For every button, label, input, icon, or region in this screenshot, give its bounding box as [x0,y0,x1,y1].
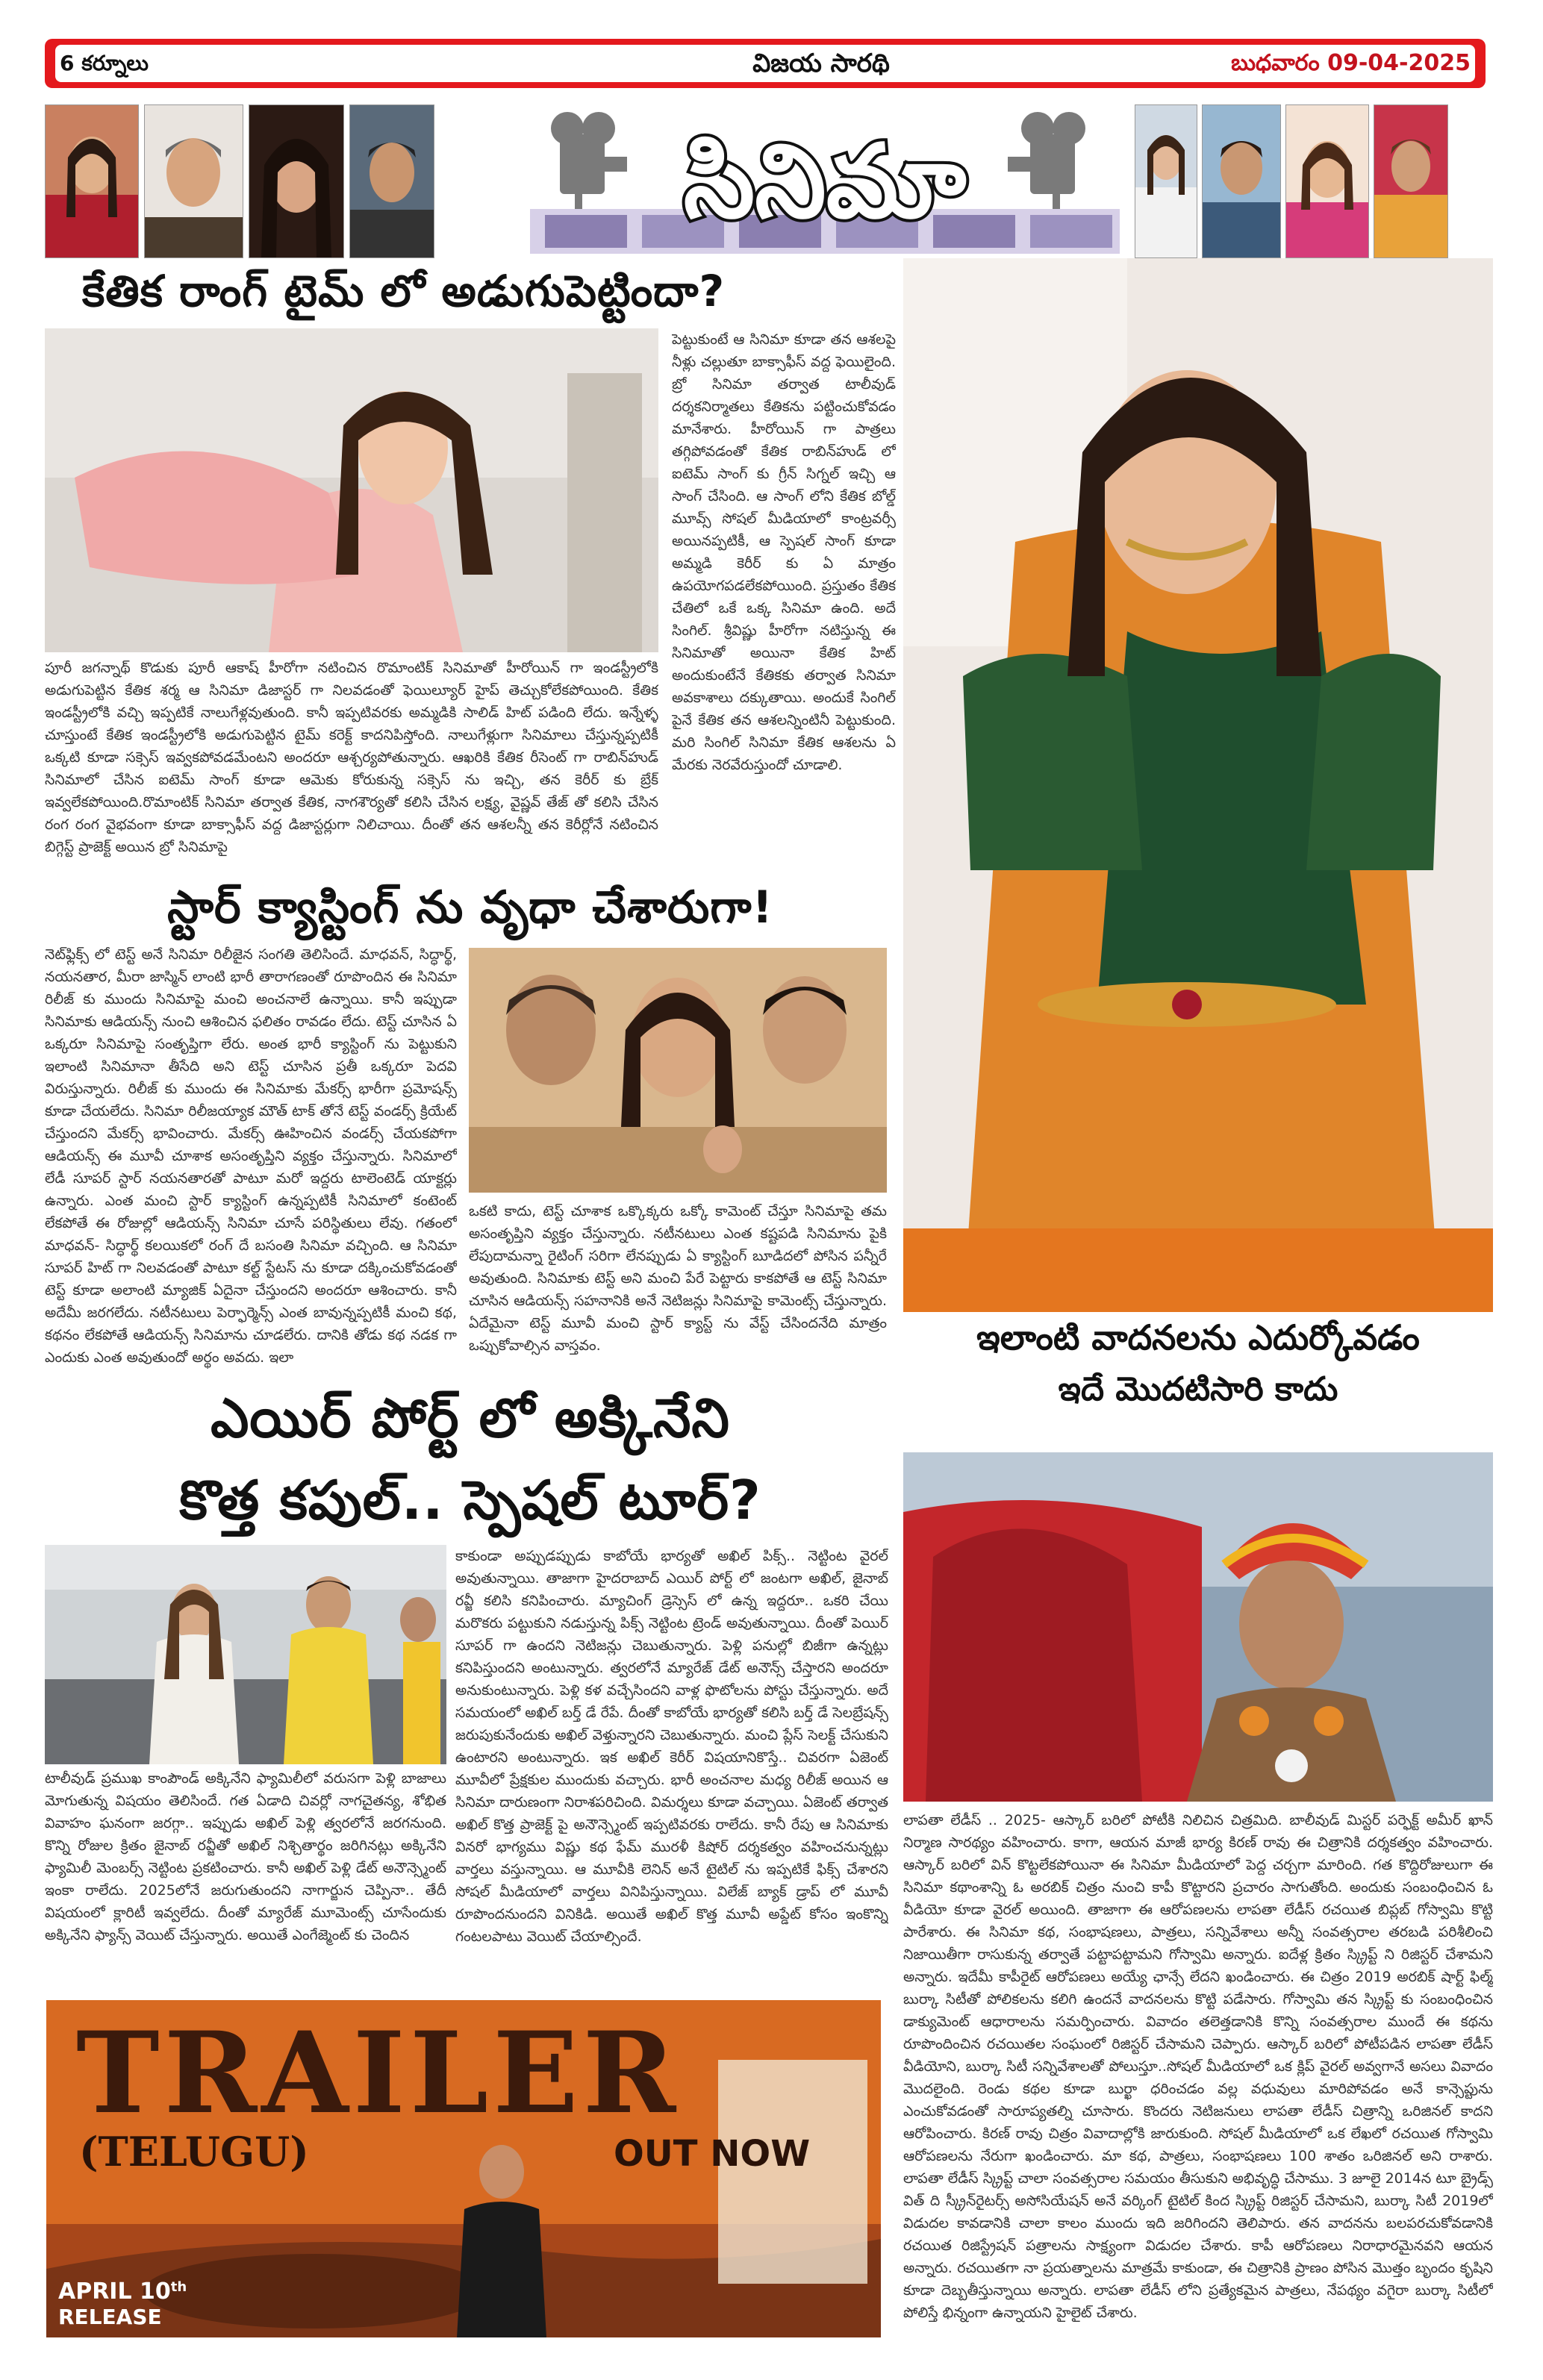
story1-body-right: పెట్టుకుంటే ఆ సినిమా కూడా తన ఆశలపై నీళ్లు చల్లుతూ బాక్సాఫీస్ వద్ద ఫెయిలైంది. బ్రో సినిమా తర్వాత టాలీవుడ్ దర్శకనిర్మాతలు కేతికను పట్టించుకోవడం మానేశారు. హీరోయిన్ గా పాత్రలు తగ్గిపోవడంతో కేతిక రాబిన్‌హుడ్ లో ఐటెమ్ సాంగ్ కు గ్రీన్ సిగ్నల్ ఇచ్చి ఆ సాంగ్ చేసింది. ఆ సాంగ్ లోని కేతిక బోల్డ్ మూవ్స్ సోషల్ మీడియాలో కాంట్రవర్సీ అయినప్పటికీ, ఆ స్పెషల్ సాంగ్ కూడా అమ్మడి కెరీర్ కు ఏ మాత్రం ఉపయోగపడలేకపోయింది. ప్రస్తుతం కేతిక చేతిలో ఒకే ఒక్క సినిమా ఉంది. అదే సింగిల్. శ్రీవిష్ణు హీరోగా నటిస్తున్న ఈ సినిమాతో అయినా కేతిక హిట్ అందుకుంటేనే కేతికకు తర్వాత సినిమా అవకాశాలు దక్కుతాయి. అందుకే సింగిల్ పైనే కేతిక తన ఆశలన్నింటినీ పెట్టుకుంది. మరి సింగిల్ సినిమా కేతిక ఆశలను ఏ మేరకు నెరవేరుస్తుందో చూడాలి. [672,331,896,773]
trailer-subtitle: (TELUGU) [79,2128,309,2176]
story4-photo [903,1452,1493,1802]
actress-photo-2 [249,104,344,258]
story3-headline-line2: కొత్త కపుల్.. స్పెషల్ టూర్? [179,1469,761,1531]
actor-photo-3 [1202,104,1281,258]
trailer-title: TRAILER [76,2008,681,2139]
publication-name: విజయ సారథి [752,49,890,78]
story2-body-right: ఒకటి కాదు, టెస్ట్ చూశాక ఒక్కొక్కరు ఒక్కో కామెంట్ చేస్తూ సినిమాపై తమ అసంతృప్తిని వ్యక్తం చేస్తున్నారు. నటీనటులు ఎంత కష్టపడి సినిమాను పైకి లేపుదామన్నా రైటింగ్ సరిగా లేనప్పుడు ఏ క్యాస్టింగ్ బూడిదలో పోసిన పన్నీరే అవుతుంది. సినిమాకు టెస్ట్ అని మంచి పేరే పెట్టారు కాకపోతే ఆ టెస్ట్ సినిమా చూసిన ఆడియన్స్ సహనానికి అనే నెటిజన్లు సినిమాపై కామెంట్స్ చేస్తున్నారు. ఏదేమైనా టెస్ట్ మూవీ మంచి స్టార్ క్యాస్ట్ ను వేస్ట్ చేసిందనేది మాత్రం ఒప్పుకోవాల్సిన వాస్తవం. [469,1203,887,1354]
release-date: APRIL 10 [58,2279,171,2305]
masthead-title: సినిమా [683,123,967,241]
actor-photo-2 [349,104,434,258]
story1-body-left: పూరీ జగన్నాథ్ కొడుకు పూరీ ఆకాష్ హీరోగా నటించిన రొమాంటిక్ సినిమాతో హీరోయిన్ గా ఇండస్ట్రీలోకి అడుగుపెట్టిన కేతిక శర్మ ఆ సినిమా డిజాస్టర్ గా నిలవడంతో ఫెయిల్యూర్ హైప్ తెచ్చుకోలేకపోయింది. కేతిక ఇండస్ట్రీలోకి వచ్చి ఇప్పటికే నాలుగేళ్లవుతుంది. కానీ ఇప్పటివరకు అమ్మడికి సాలిడ్ హిట్ పడింది లేదు. ఇన్నేళ్ళ చూస్తుంటే కేతిక ఇండస్ట్రీలోకి అడుగుపెట్టిన టైమ్ కరెక్ట్ కాదనిపిస్తోంది. నాలుగేళ్లుగా సినిమాలు చేస్తున్నప్పటికీ ఒక్కటి కూడా సక్సెస్ ఇవ్వకపోవడమేంటని అందరూ ఆశ్చర్యపోతున్నారు. ఆఖరికి కేతిక రీసెంట్ గా రాబిన్‌హుడ్ సినిమాలో చేసిన ఐటెమ్ సాంగ్ కూడా ఆమెకు కోరుకున్న సక్సెస్ ను ఇచ్చి, తన కెరీర్ కు బ్రేక్ ఇవ్వలేకపోయింది.రొమాంటిక్ సినిమా తర్వాత కేతిక, నాగశౌర్యతో కలిసి చేసిన లక్ష్య, వైష్ణవ్ తేజ్ తో కలిసి చేసిన రంగ రంగ వైభవంగా కూడా బాక్సాఫీస్ వద్ద డిజాస్టర్లుగా నిలిచాయి. దీంతో తన ఆశలన్నీ తన కెరీర్లోనే నటించిన బిగ్గెస్ట్ ప్రాజెక్ట్ అయిన బ్రో సినిమాపై [45,660,658,855]
actress-feature-photo [903,258,1493,1312]
story2-headline: స్టార్ క్యాస్టింగ్ ను వృధా చేశారుగా! [167,881,773,934]
story1-headline: కేతిక రాంగ్ టైమ్ లో అడుగుపెట్టిందా? [82,266,726,316]
issue-date: బుధవారం 09-04-2025 [1231,50,1471,76]
feature-caption-line1: ఇలాంటి వాదనలను ఎదుర్కోవడం [976,1317,1420,1358]
story3-body-left: టాలీవుడ్ ప్రముఖ కాంపౌండ్ అక్కినేని ఫ్యామిలీలో వరుసగా పెళ్లి బాజాలు మోగుతున్న విషయం తెలిసిందే. గత ఏడాది చివర్లో నాగచైతన్య, శోభిత వివాహం ఘనంగా జరగ్గా.. ఇప్పుడు అఖిల్ పెళ్లి త్వరలోనే జరగనుంది. కొన్ని రోజుల క్రితం జైనాబ్ రవ్జీతో అఖిల్ నిశ్చితార్థం జరిగినట్లు అక్కినేని ఫ్యామిలీ మెంబర్స్ నెట్టింట ప్రకటించారు. కానీ అఖిల్ పెళ్లి డేట్ అనౌన్స్మెంట్ ఇంకా రాలేదు. 2025లోనే జరుగుతుందని నాగార్జున చెప్పినా.. తేదీ విషయంలో క్లారిటీ ఇవ్వలేదు. దీంతో మ్యారేజ్ మూమెంట్స్ చూసేందుకు అక్కినేని ఫ్యాన్స్ వెయిట్ చేస్తున్నారు. అయితే ఎంగేజ్మెంట్ కు చెందిన [45,1770,446,1943]
story4-body: లాపతా లేడీస్ .. 2025- ఆస్కార్ బరిలో పోటీకి నిలిచిన చిత్రమిది. బాలీవుడ్ మిస్టర్ పర్ఫెక్ట్ అమీర్ ఖాన్ నిర్మాణ సారథ్యం వహించారు. కాగా, ఆయన మాజీ భార్య కిరణ్ రావు ఈ చిత్రానికి దర్శకత్వం వహించారు. ఆస్కార్ బరిలో విన్ కొట్టలేకపోయినా ఈ సినిమా మీడియాలో పెద్ద చర్చగా మారింది. గత కొద్దిరోజులుగా ఈ సినిమా కథాంశాన్ని ఓ అరబిక్ చిత్రం నుంచి కాపీ కొట్టారని ప్రచారం సాగుతోంది. అందుకు సంబంధించిన ఓ వీడియో కూడా వైరల్ అయింది. తాజాగా ఈ ఆరోపణలను లాపతా లేడీస్ రచయిత బిప్లబ్ గోస్వామి కొట్టి పారేశారు. ఈ సినిమా కథ, సంభాషణలు, పాత్రలు, సన్నివేశాలు అన్నీ సంవత్సరాల తరబడి పరిశీలించి నిజాయితీగా రాసుకున్న తర్వాతే పట్టాపట్టామని గోస్వామి అన్నారు. ఐదేళ్ల క్రితం స్క్రిప్ట్ ని రిజిస్టర్ చేశామని అన్నారు. ఇదేమీ కాపీరైట్ ఆరోపణలు అయ్యే ఛాన్సే లేదని ఖండించారు. ఈ చిత్రం 2019 అరబిక్ షార్ట్ ఫిల్మ్ బుర్కా సిటీతో పోలికలను కలిగి ఉందనే వాదనలను కొట్టి పడేసారు. గోస్వామి తన స్క్రిప్ట్ కు సంబంధించిన డాక్యుమెంట్ ఆధారాలను సమర్పించారు. వివాదం తలెత్తడానికి కొన్ని సంవత్సరాల ముందే ఈ కథను రూపొందించిన రచయితల సంఘంలో రిజిస్టర్ చేసామని చెప్పారు. ఆస్కార్ బరిలో పోటీపడిన లాపతా లేడీస్ వీడియోని, బుర్కా సిటీ సన్నివేశాలతో పోలుస్తూ..సోషల్ మీడియాలో ఒక క్లిప్ వైరల్ అవ్వగానే అసలు వివాదం మొదలైంది. రెండు కథల కూడా బుర్ఖా ధరించడం వల్ల వధువులు మారిపోవడం అనే కాన్సెప్టును ఎంచుకోవడంతో సారూప్యతల్ని చూసారు. కొందరు నెటిజనులు లాపతా లేడీస్ చిత్రాన్ని ఒరిజినల్ కాదని ఆరోపించారు. కిరణ్ రావు చిత్రం వివాదాల్లోకి జారుకుంది. సోషల్ మీడియాలో ఒక లేఖలో రచయిత గోస్వామి ఆరోపణలను నేరుగా ఖండించారు. మా కథ, పాత్రలు, సంభాషణలు 100 శాతం ఒరిజినల్ అని రాశారు. లాపతా లేడీస్ స్క్రిప్ట్ చాలా సంవత్సరాల సమయం తీసుకుని అభివృద్ధి చేసాము. 3 జూలై 2014న టూ బ్రైడ్స్ విత్ ది స్క్రీన్‌రైటర్స్ అసోసియేషన్ అనే వర్కింగ్ టైటిల్ కింద స్క్రిప్ట్ రిజిస్టర్ చేసామని, బుర్కా సిటీ 2019లో విడుదల కావడానికి చాలా కాలం ముందు ఇది జరిగిందని తెలిపారు. తన వాదనను బలపరచుకోవడానికి రచయిత రిజిస్ట్రేషన్ పత్రాలను సాక్ష్యంగా విడుదల చేశారు. కాపీ ఆరోపణలు నిరాధారమైనవని ఆయన అన్నారు. రచయితగా నా ప్రయత్నాలను మాత్రమే కాకుండా, ఈ చిత్రానికి ప్రాణం పోసిన మొత్తం బృందం కృషిని కూడా దెబ్బతీస్తున్నాయి అన్నారు. లాపతా లేడీస్ లోని ప్రత్యేకమైన పాత్రలు, నేపథ్యం వగైరా బుర్కా సిటీలో పోలిస్తే భిన్నంగా ఉన్నాయని హైలైట్ చేశారు. [903,1812,1493,2321]
story2-body-left: నెట్‌ఫ్లిక్స్ లో టెస్ట్ అనే సినిమా రిలీజైన సంగతి తెలిసిందే. మాధవన్, సిద్ధార్థ్, నయనతార, మీరా జాస్మిన్ లాంటి భారీ తారాగణంతో రూపొందిన ఈ సినిమా రిలీజ్ కు ముందు సినిమాపై మంచి అంచనాలే ఉన్నాయి. కానీ ఇప్పుడా సినిమాకు ఆడియన్స్ నుంచి ఆశించిన ఫలితం రావడం లేదు. టెస్ట్ చూసిన ఏ ఒక్కరూ సినిమాపై సంతృప్తిగా లేరు. అంత భారీ క్యాస్టింగ్ ను పెట్టుకుని ఇలాంటి సినిమానా తీసేది అని టెస్ట్ చూసిన ప్రతీ ఒక్కరూ పెదవి విరుస్తున్నారు. రిలీజ్ కు ముందు ఈ సినిమాకు మేకర్స్ భారీగా ప్రమోషన్స్ కూడా చేయలేదు. సినిమా రిలీజయ్యాక మౌత్ టాక్ తోనే టెస్ట్ వండర్స్ క్రియేట్ చేస్తుందని మేకర్స్ భావించారు. మేకర్స్ ఊహించిన వండర్స్ చేయకపోగా ఆడియన్స్ ఈ మూవీ చూశాక అసంతృప్తిని వ్యక్తం చేస్తున్నారు. సినిమాలో లేడీ సూపర్ స్టార్ నయనతారతో పాటూ మరో ఇద్దరు టాలెంటెడ్ యాక్టర్లు ఉన్నారు. ఎంత మంచి స్టార్ క్యాస్టింగ్ ఉన్నప్పటికీ సినిమాలో కంటెంట్ లేకపోతే ఈ రోజుల్లో ఆడియన్స్ సినిమా చూసే పరిస్థితులు లేవు. గతంలో మాధవన్- సిద్ధార్థ్ కలయికలో రంగ్ దే బసంతి సినిమా వచ్చింది. ఆ సినిమా సూపర్ హిట్ గా నిలవడంతో పాటూ కల్ట్ స్టేటస్ ను కూడా దక్కించుకోవడంతో టెస్ట్ కూడా అలాంటి మ్యాజిక్ ఏదైనా చేస్తుందని అందరూ ఆశించారు. కానీ అదేమీ జరగలేదు. నటీనటులు పెర్ఫార్మెన్స్ ఎంత బావున్నప్పటికీ మంచి కథ, కథనం లేకపోతే ఆడియన్స్ సినిమాను చూడలేరు. దానికి తోడు కథ నడక గా ఎందుకు ఎంత అవుతుందో అర్థం అవదు. ఇలా [45,946,457,1366]
trailer-ad[interactable] [46,2000,881,2337]
feature-caption-line2: ఇదే మొదటిసారి కాదు [1058,1370,1338,1408]
actress-photo-3 [1135,104,1197,258]
actor-photo-1 [144,104,243,258]
story2-poster [469,948,887,1193]
release-label: RELEASE [58,2305,162,2329]
trailer-tagline: OUT NOW [614,2133,811,2175]
cinema-banner [515,104,1135,257]
release-date-suffix: th [170,2279,187,2295]
actress-photo-1 [45,104,139,258]
svg-text:APRIL 10th [58,2279,187,2305]
page-number: 6 కర్నూలు [60,51,149,75]
story3-photo [45,1545,446,1764]
story3-body-right: కాకుండా అప్పుడప్పుడు కాబోయే భార్యతో అఖిల్ పిక్స్.. నెట్టింట వైరల్ అవుతున్నాయి. తాజాగా హైదరాబాద్ ఎయిర్ పోర్ట్ లో జంటగా అఖిల్, జైనాబ్ రవ్జీ కలిసి కనిపించారు. మ్యాచింగ్ డ్రెస్సెస్ లో ఉన్న ఇద్దరూ.. ఒకరి చేయి మరొకరు పట్టుకుని నడుస్తున్న పిక్స్ నెట్టింట ట్రెండ్ అవుతున్నాయి. దీంతో పెయిర్ సూపర్ గా ఉందని నెటిజన్లు చెబుతున్నారు. పెళ్లి పనుల్లో బిజీగా ఉన్నట్లు కనిపిస్తుందని అంటున్నారు. త్వరలోనే మ్యారేజ్ డేట్ అనౌన్స్ చేస్తారని అందరూ అనుకుంటున్నారు. పెళ్లి కళ వచ్చేసిందని వాళ్ల ఫొటోలను పోస్టు చేస్తున్నారు. అదే సమయంలో అఖిల్ బర్త్ డే రేపే. దీంతో కాబోయే భార్యతో కలిసి బర్త్ డే సెలబ్రేషన్స్ జరుపుకునేందుకు అఖిల్ వెళ్తున్నారని చెబుతున్నారు. మంచి ప్లేస్ సెలక్ట్ చేసుకుని ఉంటారని అంటున్నారు. ఇక అఖిల్ కెరీర్ విషయానికొస్తే.. చివరగా ఏజెంట్ మూవీలో ప్రేక్షకుల ముందుకు వచ్చారు. భారీ అంచనాల మధ్య రిలీజ్ అయిన ఆ సినిమా దారుణంగా నిరాశపరిచింది. విమర్శలు కూడా వచ్చాయి. ఏజెంట్ తర్వాత అఖిల్ కొత్త ప్రాజెక్ట్ పై అనౌన్స్మెంట్ ఇప్పటివరకు రాలేదు. కానీ రేపు ఆ సినిమాకు వినరో భాగ్యము విష్ణు కథ ఫేమ్ మురళీ కిషోర్ దర్శకత్వం వహించనున్నట్లు వార్తలు వస్తున్నాయి. ఆ మూవీకి లెనిన్ అనే టైటిల్ ను ఇప్పటికే ఫిక్స్ చేశారని సోషల్ మీడియాలో వార్తలు వినిపిస్తున్నాయి. విలేజ్ బ్యాక్ డ్రాప్ లో మూవీ రూపొందనుందని వినికిడి. అయితే అఖిల్ కొత్త మూవీ అప్డేట్ కోసం ఇంకొన్ని గంటలపాటు వెయిట్ చేయాల్సిందే. [455,1548,888,1945]
actress-photo-4 [1285,104,1369,258]
story3-headline-line1: ఎయిర్ పోర్ట్ లో అక్కినేని [211,1387,730,1449]
story1-photo [45,328,658,652]
actor-photo-4 [1374,104,1448,258]
